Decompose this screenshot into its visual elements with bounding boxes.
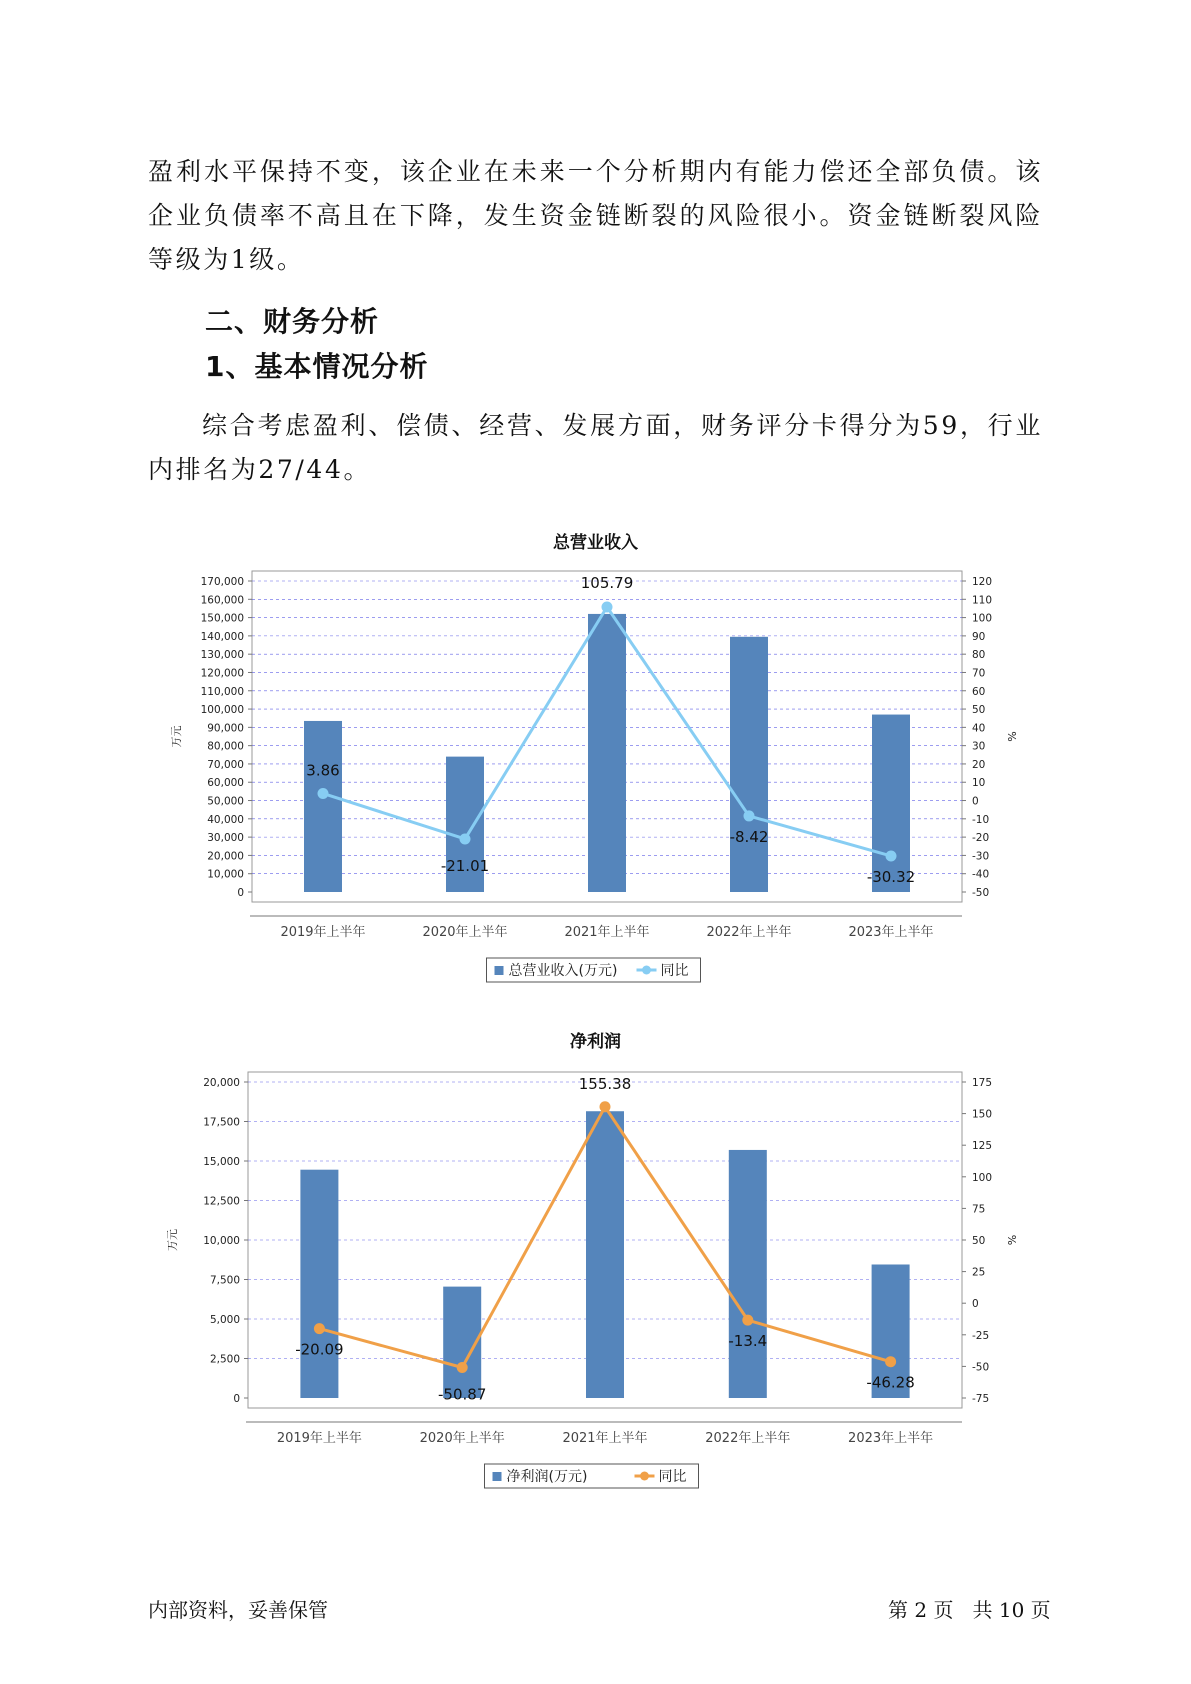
legend-line-marker bbox=[642, 966, 651, 975]
y2-tick-label: 100 bbox=[972, 612, 993, 625]
y2-tick-label: 60 bbox=[972, 685, 986, 698]
y-tick-label: 70,000 bbox=[207, 758, 244, 771]
y-tick-label: 140,000 bbox=[200, 630, 244, 643]
y-axis-label: 万元 bbox=[170, 725, 183, 748]
y2-tick-label: 0 bbox=[972, 795, 979, 808]
y2-tick-label: -50 bbox=[972, 887, 990, 899]
y2-tick-label: -25 bbox=[972, 1329, 990, 1342]
y-tick-label: 130,000 bbox=[200, 649, 244, 662]
yoy-point bbox=[744, 810, 755, 821]
x-tick-label: 2019年上半年 bbox=[276, 1431, 362, 1446]
yoy-data-label: 155.38 bbox=[578, 1074, 632, 1093]
subsection-heading-basic-analysis: 1、基本情况分析 bbox=[205, 350, 429, 383]
section-heading-financial-analysis: 二、财务分析 bbox=[205, 305, 380, 338]
y-tick-label: 20,000 bbox=[203, 1077, 240, 1089]
x-tick-label: 2021年上半年 bbox=[564, 925, 650, 940]
yoy-data-label: -30.32 bbox=[866, 867, 916, 886]
yoy-data-label: 105.79 bbox=[580, 573, 634, 592]
y2-tick-label: 125 bbox=[972, 1140, 993, 1153]
y2-tick-label: 90 bbox=[972, 630, 986, 643]
yoy-point bbox=[457, 1362, 468, 1373]
y-tick-label: 17,500 bbox=[203, 1116, 240, 1129]
x-tick-label: 2019年上半年 bbox=[280, 925, 366, 940]
y2-tick-label: 70 bbox=[972, 667, 986, 680]
y2-tick-label: 0 bbox=[972, 1298, 979, 1311]
x-tick-label: 2020年上半年 bbox=[422, 925, 508, 940]
yoy-data-label: -8.42 bbox=[729, 827, 769, 846]
yoy-point bbox=[318, 788, 329, 799]
chart-title-net-profit: 净利润 bbox=[570, 1032, 621, 1052]
x-tick-label: 2023年上半年 bbox=[848, 1431, 934, 1446]
bar bbox=[729, 1150, 767, 1398]
y-axis-label: 万元 bbox=[166, 1229, 179, 1251]
legend-bar-swatch bbox=[495, 966, 504, 975]
bar bbox=[300, 1170, 338, 1398]
y2-tick-label: 30 bbox=[972, 740, 986, 753]
y2-axis-label: % bbox=[1005, 1234, 1018, 1246]
x-tick-label: 2020年上半年 bbox=[419, 1431, 505, 1446]
paragraph-risk-summary: 盈利水平保持不变，该企业在未来一个分析期内有能力偿还全部负债。该企业负债率不高且在下降，发生资金链断裂的风险很小。资金链断裂风险等级为1级。 bbox=[148, 157, 1043, 274]
y2-tick-label: 110 bbox=[972, 594, 993, 607]
y-tick-label: 7,500 bbox=[209, 1274, 240, 1287]
legend-bar-swatch bbox=[493, 1472, 502, 1481]
bar bbox=[872, 715, 910, 892]
revenue-chart bbox=[0, 540, 1191, 980]
legend-bar-label: 净利润(万元) bbox=[506, 1469, 588, 1485]
y-tick-label: 30,000 bbox=[207, 832, 244, 845]
y2-tick-label: 75 bbox=[972, 1203, 986, 1216]
y2-tick-label: -10 bbox=[972, 813, 990, 826]
yoy-point bbox=[602, 601, 613, 612]
y-tick-label: 2,500 bbox=[209, 1353, 240, 1366]
legend-line-marker bbox=[640, 1472, 649, 1481]
y-tick-label: 0 bbox=[233, 1393, 240, 1405]
y2-tick-label: 50 bbox=[972, 704, 986, 717]
bar bbox=[304, 721, 342, 892]
y-tick-label: 40,000 bbox=[207, 813, 244, 826]
x-tick-label: 2021年上半年 bbox=[562, 1431, 648, 1446]
y-tick-label: 80,000 bbox=[207, 740, 244, 753]
footer-confidential-note: 内部资料，妥善保管 bbox=[148, 1598, 328, 1622]
y-tick-label: 50,000 bbox=[207, 795, 244, 808]
y-tick-label: 150,000 bbox=[200, 612, 244, 625]
y2-tick-label: 10 bbox=[972, 777, 986, 790]
y-tick-label: 12,500 bbox=[203, 1195, 240, 1208]
yoy-data-label: -50.87 bbox=[438, 1385, 487, 1404]
bar bbox=[730, 637, 768, 892]
yoy-data-label: -20.09 bbox=[295, 1340, 344, 1359]
bar bbox=[588, 614, 626, 892]
y2-tick-label: 120 bbox=[972, 576, 993, 588]
x-tick-label: 2023年上半年 bbox=[848, 925, 934, 940]
y-tick-label: 100,000 bbox=[200, 704, 244, 717]
y-tick-label: 120,000 bbox=[200, 667, 244, 680]
y-tick-label: 5,000 bbox=[209, 1314, 240, 1326]
legend-bar-label: 总营业收入(万元) bbox=[508, 963, 618, 979]
net-profit-chart bbox=[0, 1040, 1191, 1485]
y-tick-label: 60,000 bbox=[207, 777, 244, 790]
y2-tick-label: 80 bbox=[972, 649, 986, 662]
y2-tick-label: 150 bbox=[972, 1108, 993, 1121]
y2-axis-label: % bbox=[1005, 731, 1018, 742]
y2-tick-label: -30 bbox=[972, 850, 990, 863]
y2-tick-label: -75 bbox=[972, 1393, 990, 1405]
y-tick-label: 0 bbox=[237, 887, 244, 899]
y2-tick-label: 40 bbox=[972, 722, 986, 735]
y-tick-label: 20,000 bbox=[207, 850, 244, 863]
y2-tick-label: -50 bbox=[972, 1361, 990, 1374]
y2-tick-label: -40 bbox=[972, 868, 990, 881]
y-tick-label: 170,000 bbox=[200, 576, 244, 588]
x-tick-label: 2022年上半年 bbox=[706, 925, 792, 940]
legend-line-label: 同比 bbox=[658, 1469, 687, 1485]
yoy-point bbox=[742, 1315, 753, 1326]
bar bbox=[586, 1111, 624, 1398]
yoy-data-label: -46.28 bbox=[866, 1373, 915, 1392]
legend-line-label: 同比 bbox=[660, 963, 689, 979]
paragraph-score-summary: 综合考虑盈利、偿债、经营、发展方面，财务评分卡得分为59，行业内排名为27/44。 bbox=[148, 411, 1043, 484]
y-tick-label: 15,000 bbox=[203, 1156, 240, 1168]
yoy-data-label: -21.01 bbox=[440, 856, 490, 875]
yoy-point bbox=[886, 850, 897, 861]
yoy-point bbox=[460, 833, 471, 844]
y-tick-label: 90,000 bbox=[207, 722, 244, 735]
y-tick-label: 10,000 bbox=[203, 1235, 240, 1247]
yoy-data-label: -13.4 bbox=[728, 1332, 768, 1351]
yoy-point bbox=[314, 1323, 325, 1334]
y-tick-label: 160,000 bbox=[200, 594, 244, 607]
y2-tick-label: 25 bbox=[972, 1266, 986, 1279]
y2-tick-label: 50 bbox=[972, 1235, 986, 1247]
y-tick-label: 110,000 bbox=[200, 685, 244, 698]
chart-title-revenue: 总营业收入 bbox=[553, 533, 638, 553]
yoy-point bbox=[600, 1101, 611, 1112]
footer-page-number: 第 2 页 共 10 页 bbox=[888, 1598, 1051, 1622]
yoy-data-label: 3.86 bbox=[306, 761, 340, 780]
x-tick-label: 2022年上半年 bbox=[705, 1431, 791, 1446]
y2-tick-label: 20 bbox=[972, 758, 986, 771]
y-tick-label: 10,000 bbox=[207, 868, 244, 881]
y2-tick-label: 100 bbox=[972, 1171, 993, 1184]
y2-tick-label: 175 bbox=[972, 1077, 993, 1089]
y2-tick-label: -20 bbox=[972, 832, 990, 845]
yoy-point bbox=[885, 1356, 896, 1367]
